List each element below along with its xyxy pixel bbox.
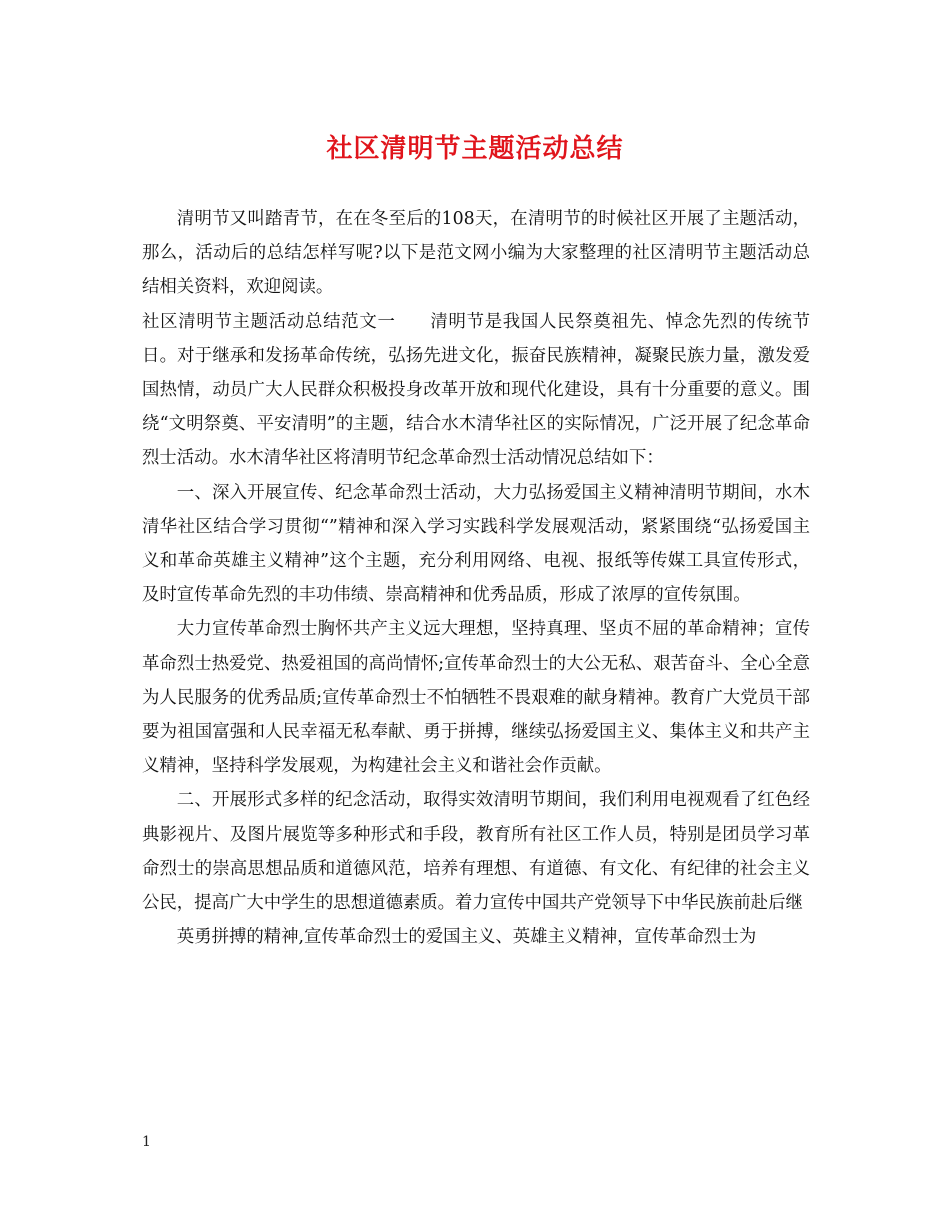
body-paragraph-1: 一、深入开展宣传、纪念革命烈士活动，大力弘扬爱国主义精神清明节期间，水木清华社区结合学习贯彻“”精神和深入学习实践科学发展观活动，紧紧围绕“弘扬爱国主义和革命英雄主义精神”这个主题，充分利用网络、电视、报纸等传媒工具宣传形式，及时宣传革命先烈的丰功伟绩、崇高精神和优秀品质，形成了浓厚的宣传氛围。 xyxy=(142,482,810,606)
body-paragraph-2: 大力宣传革命烈士胸怀共产主义远大理想，坚持真理、坚贞不屈的革命精神；宣传革命烈士热爱党、热爱祖国的高尚情怀;宣传革命烈士的大公无私、艰苦奋斗、全心全意为人民服务的优秀品质;宣传革命烈士不怕牺牲不畏艰难的献身精神。教育广大党员干部要为祖国富强和人民幸福无私奉献、勇于拼搏，继续弘扬爱国主义、集体主义和共产主义精神，坚持科学发展观，为构建社会主义和谐社会作贡献。 xyxy=(142,619,810,777)
page-number: 1 xyxy=(142,1134,151,1150)
body-paragraph-3: 二、开展形式多样的纪念活动，取得实效清明节期间，我们利用电视观看了红色经典影视片、及图片展览等多种形式和手段，教育所有社区工作人员，特别是团员学习革命烈士的崇高思想品质和道德风范，培养有理想、有道德、有文化、有纪律的社会主义公民，提高广大中学生的思想道德素质。着力宣传中国共产党领导下中华民族前赴后继 xyxy=(142,790,810,914)
section-heading: 社区清明节主题活动总结范文一 xyxy=(142,311,396,332)
section-intro-text: 清明节是我国人民祭奠祖先、悼念先烈的传统节日。对于继承和发扬革命传统，弘扬先进文化，振奋民族精神，凝聚民族力量，激发爱国热情，动员广大人民群众积极投身改革开放和现代化建设，具有十分重要的意义。围绕“文明祭奠、平安清明”的主题，结合水木清华社区的实际情况，广泛开展了纪念革命烈士活动。水木清华社区将清明节纪念革命烈士活动情况总结如下： xyxy=(142,311,810,469)
intro-paragraph: 清明节又叫踏青节，在在冬至后的108天，在清明节的时候社区开展了主题活动，那么，活动后的总结怎样写呢?以下是范文网小编为大家整理的社区清明节主题活动总结相关资料，欢迎阅读。 xyxy=(142,209,810,298)
body-paragraph-4: 英勇拼搏的精神,宣传革命烈士的爱国主义、英雄主义精神，宣传革命烈士为 xyxy=(176,927,757,948)
document-title: 社区清明节主题活动总结 xyxy=(326,134,624,164)
section-paragraph xyxy=(142,305,810,476)
document-body xyxy=(142,202,810,954)
